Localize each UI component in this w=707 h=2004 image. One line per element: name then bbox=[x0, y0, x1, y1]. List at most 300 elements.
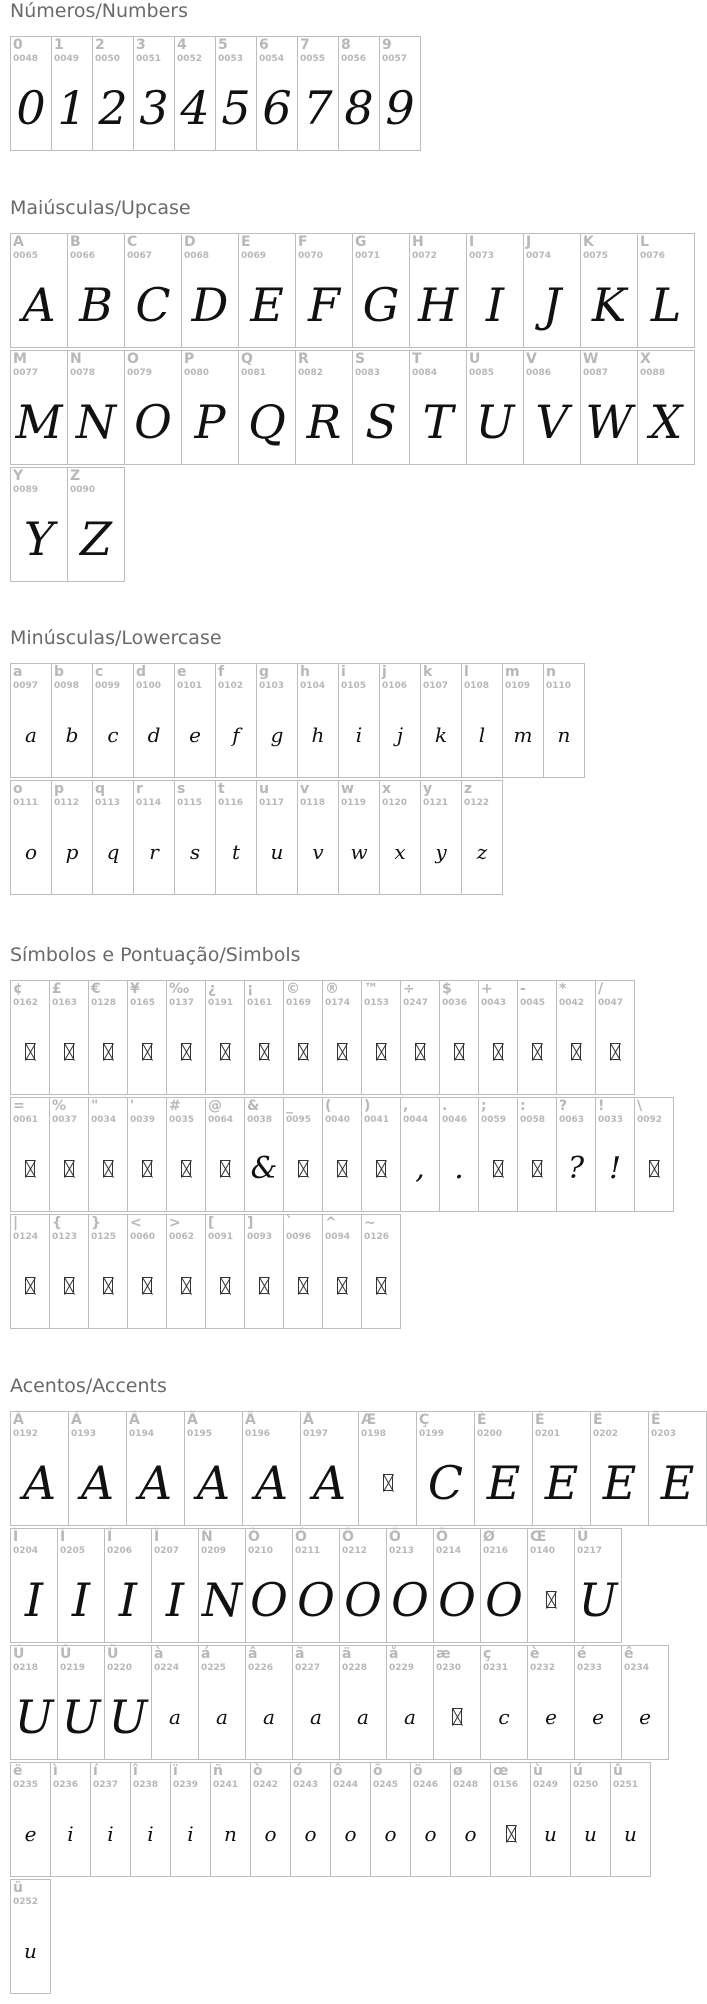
missing-glyph bbox=[206, 1009, 244, 1094]
missing-glyph bbox=[11, 1126, 49, 1211]
glyph-cell bbox=[527, 1645, 575, 1760]
glyph-code: 0088 bbox=[640, 368, 666, 378]
glyph-cell bbox=[10, 233, 68, 348]
glyph-code: 0089 bbox=[13, 485, 39, 495]
glyph-sample: , bbox=[415, 1151, 425, 1186]
glyph-cell bbox=[297, 663, 339, 778]
glyph-sample: N bbox=[75, 394, 117, 449]
missing-glyph-icon bbox=[25, 1277, 35, 1294]
glyph-character: ì bbox=[53, 1763, 58, 1779]
glyph-character: Ô bbox=[342, 1529, 354, 1545]
glyph-cell bbox=[244, 980, 284, 1095]
glyph-sample: I bbox=[118, 1572, 138, 1627]
glyph-character: Á bbox=[71, 1412, 82, 1428]
glyph-code: 0212 bbox=[342, 1546, 368, 1556]
glyph-character: w bbox=[341, 781, 354, 797]
missing-glyph-icon bbox=[383, 1474, 393, 1491]
glyph-sample: N bbox=[201, 1572, 243, 1627]
glyph-cell bbox=[244, 1097, 284, 1212]
glyph-code: 0111 bbox=[13, 798, 39, 808]
glyph-cell bbox=[339, 1645, 387, 1760]
glyph-sample: 4 bbox=[180, 80, 210, 135]
glyph-character: c bbox=[95, 664, 104, 680]
glyph-character: ? bbox=[559, 1098, 568, 1114]
missing-glyph bbox=[440, 1009, 478, 1094]
glyph-code: 0250 bbox=[573, 1780, 599, 1790]
glyph-sample: E bbox=[250, 277, 284, 332]
glyph-code: 0248 bbox=[453, 1780, 479, 1790]
glyph-sample: O bbox=[438, 1572, 476, 1627]
missing-glyph bbox=[50, 1126, 88, 1211]
glyph-code: 0122 bbox=[464, 798, 490, 808]
glyph-cell bbox=[166, 1097, 206, 1212]
glyph-character: ; bbox=[481, 1098, 487, 1114]
glyph-character: % bbox=[52, 1098, 67, 1114]
glyph-code: 0092 bbox=[637, 1115, 663, 1125]
glyph-character: < bbox=[130, 1215, 142, 1231]
glyph-sample: a bbox=[25, 722, 37, 747]
glyph-character: ^ bbox=[325, 1215, 337, 1231]
missing-glyph-icon bbox=[298, 1043, 308, 1060]
glyph-cell bbox=[10, 663, 52, 778]
glyph-code: 0244 bbox=[333, 1780, 359, 1790]
glyph-cell bbox=[338, 780, 380, 895]
glyph-cell bbox=[10, 36, 52, 151]
glyph-sample: i bbox=[355, 722, 363, 747]
missing-glyph bbox=[89, 1126, 127, 1211]
glyph-character: í bbox=[93, 1763, 98, 1779]
missing-glyph-icon bbox=[220, 1160, 230, 1177]
glyph-code: 0075 bbox=[583, 251, 609, 261]
section-numbers bbox=[10, 0, 420, 153]
glyph-code: 0241 bbox=[213, 1780, 239, 1790]
glyph-code: 0082 bbox=[298, 368, 324, 378]
glyph-code: 0067 bbox=[127, 251, 153, 261]
section-title: Maiúsculas/Upcase bbox=[10, 197, 191, 219]
glyph-cell bbox=[433, 1528, 481, 1643]
glyph-character: £ bbox=[52, 981, 62, 997]
glyph-character: ` bbox=[286, 1215, 293, 1231]
glyph-cell bbox=[127, 1097, 167, 1212]
missing-glyph bbox=[284, 1009, 322, 1094]
glyph-sample: 3 bbox=[139, 80, 169, 135]
glyph-code: 0046 bbox=[442, 1115, 468, 1125]
glyph-code: 0228 bbox=[342, 1663, 368, 1673]
glyph-cell bbox=[50, 1762, 91, 1877]
glyph-code: 0087 bbox=[583, 368, 609, 378]
glyph-character: G bbox=[355, 234, 367, 250]
glyph-cell bbox=[238, 233, 296, 348]
glyph-code: 0252 bbox=[13, 1897, 39, 1907]
glyph-cell bbox=[90, 1762, 131, 1877]
glyph-sample: c bbox=[107, 722, 119, 747]
glyph-cell bbox=[124, 350, 182, 465]
glyph-cell bbox=[322, 1097, 362, 1212]
glyph-code: 0224 bbox=[154, 1663, 180, 1673]
glyph-cell bbox=[290, 1762, 331, 1877]
glyph-character: Õ bbox=[389, 1529, 401, 1545]
glyph-character: Ã bbox=[187, 1412, 198, 1428]
glyph-cell bbox=[67, 467, 125, 582]
glyph-cell bbox=[10, 1411, 69, 1526]
glyph-code: 0214 bbox=[436, 1546, 462, 1556]
glyph-cell bbox=[210, 1762, 251, 1877]
glyph-character: ¥ bbox=[130, 981, 140, 997]
glyph-code: 0118 bbox=[300, 798, 326, 808]
glyph-cell bbox=[379, 780, 421, 895]
glyph-row bbox=[10, 1645, 706, 1760]
glyph-cell bbox=[104, 1645, 152, 1760]
missing-glyph-icon bbox=[142, 1043, 152, 1060]
missing-glyph-icon bbox=[181, 1277, 191, 1294]
missing-glyph-icon bbox=[298, 1277, 308, 1294]
glyph-cell bbox=[590, 1411, 649, 1526]
missing-glyph-icon bbox=[142, 1160, 152, 1177]
glyph-code: 0093 bbox=[247, 1232, 273, 1242]
glyph-row bbox=[10, 1762, 706, 1877]
glyph-cell bbox=[174, 663, 216, 778]
glyph-cell bbox=[339, 1528, 387, 1643]
glyph-character: D bbox=[184, 234, 196, 250]
glyph-character: ä bbox=[342, 1646, 352, 1662]
glyph-character: ' bbox=[130, 1098, 135, 1114]
glyph-character: U bbox=[469, 351, 481, 367]
missing-glyph-icon bbox=[532, 1160, 542, 1177]
glyph-sample: o bbox=[464, 1821, 477, 1846]
glyph-sample: U bbox=[578, 1572, 618, 1627]
missing-glyph bbox=[323, 1009, 361, 1094]
missing-glyph bbox=[434, 1674, 480, 1759]
glyph-code: 0085 bbox=[469, 368, 495, 378]
glyph-cell bbox=[322, 980, 362, 1095]
missing-glyph-icon bbox=[25, 1043, 35, 1060]
glyph-code: 0191 bbox=[208, 998, 234, 1008]
glyph-character: Ç bbox=[419, 1412, 430, 1428]
glyph-character: S bbox=[355, 351, 366, 367]
glyph-cell bbox=[250, 1762, 291, 1877]
glyph-character: ï bbox=[173, 1763, 178, 1779]
missing-glyph-icon bbox=[64, 1160, 74, 1177]
glyph-code: 0247 bbox=[403, 998, 429, 1008]
glyph-code: 0086 bbox=[526, 368, 552, 378]
glyph-sample: w bbox=[350, 839, 368, 864]
glyph-sample: A bbox=[80, 1455, 115, 1510]
glyph-sample: o bbox=[384, 1821, 397, 1846]
glyph-character: = bbox=[13, 1098, 25, 1114]
glyph-sample: o bbox=[24, 839, 38, 864]
glyph-row bbox=[10, 1411, 706, 1526]
glyph-row bbox=[10, 233, 694, 348]
glyph-cell bbox=[580, 233, 638, 348]
glyph-code: 0195 bbox=[187, 1429, 213, 1439]
glyph-code: 0165 bbox=[130, 998, 156, 1008]
glyph-sample: U bbox=[475, 394, 515, 449]
glyph-character: s bbox=[177, 781, 186, 797]
glyph-code: 0213 bbox=[389, 1546, 415, 1556]
glyph-code: 0073 bbox=[469, 251, 495, 261]
glyph-sample: b bbox=[65, 722, 79, 747]
missing-glyph-icon bbox=[181, 1043, 191, 1060]
glyph-sample: o bbox=[264, 1821, 277, 1846]
glyph-code: 0210 bbox=[248, 1546, 274, 1556]
glyph-row bbox=[10, 1528, 706, 1643]
glyph-character: 8 bbox=[341, 37, 351, 53]
glyph-character: Ï bbox=[154, 1529, 160, 1545]
glyph-code: 0124 bbox=[13, 1232, 39, 1242]
glyph-cell bbox=[358, 1411, 417, 1526]
glyph-sample: S bbox=[365, 394, 397, 449]
glyph-sample: v bbox=[312, 839, 324, 864]
glyph-sample: 2 bbox=[98, 80, 128, 135]
glyph-code: 0192 bbox=[13, 1429, 39, 1439]
glyph-sample: u bbox=[584, 1821, 597, 1846]
glyph-code: 0053 bbox=[218, 54, 244, 64]
glyph-cell bbox=[88, 1214, 128, 1329]
missing-glyph-icon bbox=[376, 1277, 386, 1294]
glyph-code: 0055 bbox=[300, 54, 326, 64]
glyph-character: Å bbox=[303, 1412, 314, 1428]
glyph-code: 0108 bbox=[464, 681, 490, 691]
missing-glyph bbox=[518, 1126, 556, 1211]
glyph-character: g bbox=[259, 664, 270, 680]
glyph-code: 0083 bbox=[355, 368, 381, 378]
glyph-character: õ bbox=[373, 1763, 383, 1779]
glyph-sample: A bbox=[22, 277, 56, 332]
glyph-sample: a bbox=[357, 1704, 369, 1729]
glyph-character: t bbox=[218, 781, 225, 797]
missing-glyph bbox=[528, 1557, 574, 1642]
glyph-cell bbox=[151, 1528, 199, 1643]
glyph-cell bbox=[10, 980, 50, 1095]
glyph-character: M bbox=[13, 351, 27, 367]
glyph-cell bbox=[174, 780, 216, 895]
glyph-character: Q bbox=[241, 351, 253, 367]
glyph-code: 0098 bbox=[54, 681, 80, 691]
glyph-row bbox=[10, 467, 694, 582]
glyph-cell bbox=[410, 1762, 451, 1877]
glyph-character: Ø bbox=[483, 1529, 495, 1545]
glyph-sample: A bbox=[196, 1455, 231, 1510]
glyph-sample: E bbox=[544, 1455, 579, 1510]
glyph-cell bbox=[648, 1411, 707, 1526]
glyph-character: , bbox=[403, 1098, 409, 1114]
glyph-code: 0198 bbox=[361, 1429, 387, 1439]
glyph-cell bbox=[292, 1528, 340, 1643]
glyph-code: 0101 bbox=[177, 681, 203, 691]
glyph-character: P bbox=[184, 351, 195, 367]
glyph-cell bbox=[480, 1528, 528, 1643]
glyph-character: d bbox=[136, 664, 147, 680]
glyph-code: 0156 bbox=[493, 1780, 519, 1790]
glyph-cell bbox=[400, 1097, 440, 1212]
glyph-code: 0125 bbox=[91, 1232, 117, 1242]
section-title: Números/Numbers bbox=[10, 0, 188, 22]
glyph-sample: U bbox=[61, 1689, 101, 1744]
glyph-sample: s bbox=[189, 839, 201, 864]
glyph-character: ™ bbox=[364, 981, 378, 997]
glyph-sample: k bbox=[434, 722, 448, 747]
glyph-character: + bbox=[481, 981, 493, 997]
glyph-code: 0153 bbox=[364, 998, 390, 1008]
glyph-cell bbox=[126, 1411, 185, 1526]
glyph-code: 0211 bbox=[295, 1546, 321, 1556]
glyph-character: j bbox=[382, 664, 387, 680]
glyph-cell bbox=[198, 1528, 246, 1643]
glyph-code: 0103 bbox=[259, 681, 285, 691]
glyph-code: 0071 bbox=[355, 251, 381, 261]
glyph-cell bbox=[51, 36, 93, 151]
glyph-sample: h bbox=[311, 722, 325, 747]
glyph-cell bbox=[466, 350, 524, 465]
glyph-character: ö bbox=[413, 1763, 423, 1779]
glyph-cell bbox=[450, 1762, 491, 1877]
glyph-character: é bbox=[577, 1646, 587, 1662]
glyph-cell bbox=[10, 1879, 51, 1994]
glyph-sample: i bbox=[67, 1821, 74, 1846]
glyph-cell bbox=[556, 980, 596, 1095]
glyph-code: 0128 bbox=[91, 998, 117, 1008]
glyph-character: Ü bbox=[107, 1646, 119, 1662]
missing-glyph-icon bbox=[493, 1043, 503, 1060]
glyph-code: 0094 bbox=[325, 1232, 351, 1242]
glyph-character: | bbox=[13, 1215, 19, 1231]
glyph-character: ü bbox=[13, 1880, 23, 1896]
section-accents bbox=[10, 1375, 706, 1996]
glyph-cell bbox=[400, 980, 440, 1095]
glyph-sample: E bbox=[486, 1455, 521, 1510]
glyph-cell bbox=[205, 1097, 245, 1212]
glyph-code: 0036 bbox=[442, 998, 468, 1008]
glyph-sample: A bbox=[254, 1455, 289, 1510]
glyph-character: L bbox=[640, 234, 649, 250]
glyph-code: 0066 bbox=[70, 251, 96, 261]
glyph-code: 0074 bbox=[526, 251, 552, 261]
glyph-character: ! bbox=[598, 1098, 605, 1114]
glyph-code: 0200 bbox=[477, 1429, 503, 1439]
glyph-sample: H bbox=[417, 277, 459, 332]
glyph-sample: u bbox=[270, 839, 284, 864]
glyph-code: 0231 bbox=[483, 1663, 509, 1673]
glyph-cell bbox=[409, 350, 467, 465]
glyph-code: 0070 bbox=[298, 251, 324, 261]
glyph-cell bbox=[124, 233, 182, 348]
glyph-code: 0091 bbox=[208, 1232, 234, 1242]
glyph-code: 0060 bbox=[130, 1232, 156, 1242]
glyph-cell bbox=[361, 1097, 401, 1212]
glyph-cell bbox=[256, 780, 298, 895]
glyph-cell bbox=[133, 663, 175, 778]
glyph-sample: e bbox=[189, 722, 201, 747]
glyph-sample: e bbox=[592, 1704, 604, 1729]
glyph-sample: B bbox=[79, 277, 113, 332]
missing-glyph bbox=[557, 1009, 595, 1094]
glyph-cell bbox=[466, 233, 524, 348]
glyph-cell bbox=[637, 233, 695, 348]
glyph-character: Ë bbox=[651, 1412, 661, 1428]
glyph-character: H bbox=[412, 234, 424, 250]
glyph-code: 0042 bbox=[559, 998, 585, 1008]
glyph-code: 0110 bbox=[546, 681, 572, 691]
glyph-character: 7 bbox=[300, 37, 310, 53]
glyph-code: 0099 bbox=[95, 681, 121, 691]
glyph-code: 0090 bbox=[70, 485, 96, 495]
glyph-sample: Z bbox=[80, 511, 112, 566]
glyph-character: ó bbox=[293, 1763, 303, 1779]
glyph-code: 0034 bbox=[91, 1115, 117, 1125]
glyph-code: 0057 bbox=[382, 54, 408, 64]
glyph-code: 0045 bbox=[520, 998, 546, 1008]
glyph-code: 0113 bbox=[95, 798, 121, 808]
section-symbols bbox=[10, 944, 673, 1331]
glyph-character: A bbox=[13, 234, 24, 250]
glyph-sample: 6 bbox=[262, 80, 292, 135]
glyph-cell bbox=[49, 1214, 89, 1329]
glyph-character: m bbox=[505, 664, 520, 680]
glyph-cell bbox=[530, 1762, 571, 1877]
glyph-character: Â bbox=[129, 1412, 140, 1428]
glyph-code: 0080 bbox=[184, 368, 210, 378]
glyph-sample: q bbox=[106, 839, 120, 864]
missing-glyph-icon bbox=[25, 1160, 35, 1177]
glyph-code: 0169 bbox=[286, 998, 312, 1008]
glyph-character: Ò bbox=[248, 1529, 260, 1545]
glyph-cell bbox=[292, 1645, 340, 1760]
glyph-sample: C bbox=[427, 1455, 464, 1510]
glyph-cell bbox=[610, 1762, 651, 1877]
glyph-character: W bbox=[583, 351, 599, 367]
glyph-sample: P bbox=[194, 394, 226, 449]
glyph-code: 0116 bbox=[218, 798, 244, 808]
section-upcase bbox=[10, 197, 694, 584]
glyph-character: e bbox=[177, 664, 187, 680]
glyph-cell bbox=[300, 1411, 359, 1526]
glyph-sample: p bbox=[65, 839, 79, 864]
glyph-row bbox=[10, 1214, 673, 1329]
glyph-character: [ bbox=[208, 1215, 215, 1231]
glyph-character: @ bbox=[208, 1098, 222, 1114]
glyph-character: ú bbox=[573, 1763, 583, 1779]
glyph-sample: i bbox=[107, 1821, 114, 1846]
glyph-code: 0097 bbox=[13, 681, 39, 691]
glyph-cell bbox=[478, 1097, 518, 1212]
glyph-character: p bbox=[54, 781, 65, 797]
missing-glyph bbox=[284, 1243, 322, 1328]
glyph-sample: J bbox=[542, 277, 562, 332]
glyph-cell bbox=[634, 1097, 674, 1212]
missing-glyph-icon bbox=[64, 1277, 74, 1294]
glyph-cell bbox=[352, 350, 410, 465]
missing-glyph-icon bbox=[142, 1277, 152, 1294]
glyph-character: b bbox=[54, 664, 65, 680]
glyph-code: 0114 bbox=[136, 798, 162, 808]
glyph-cell bbox=[49, 1097, 89, 1212]
glyph-sample: m bbox=[513, 722, 533, 747]
glyph-character: 0 bbox=[13, 37, 23, 53]
glyph-character: 1 bbox=[54, 37, 64, 53]
glyph-character: © bbox=[286, 981, 300, 997]
glyph-row bbox=[10, 663, 584, 778]
missing-glyph-icon bbox=[546, 1591, 556, 1608]
glyph-character: 9 bbox=[382, 37, 392, 53]
glyph-character: Ö bbox=[436, 1529, 448, 1545]
glyph-code: 0140 bbox=[530, 1546, 556, 1556]
glyph-cell bbox=[386, 1528, 434, 1643]
glyph-code: 0230 bbox=[436, 1663, 462, 1673]
glyph-sample: 9 bbox=[385, 80, 415, 135]
glyph-character: X bbox=[640, 351, 651, 367]
glyph-cell bbox=[283, 1097, 323, 1212]
glyph-character: Ê bbox=[593, 1412, 603, 1428]
